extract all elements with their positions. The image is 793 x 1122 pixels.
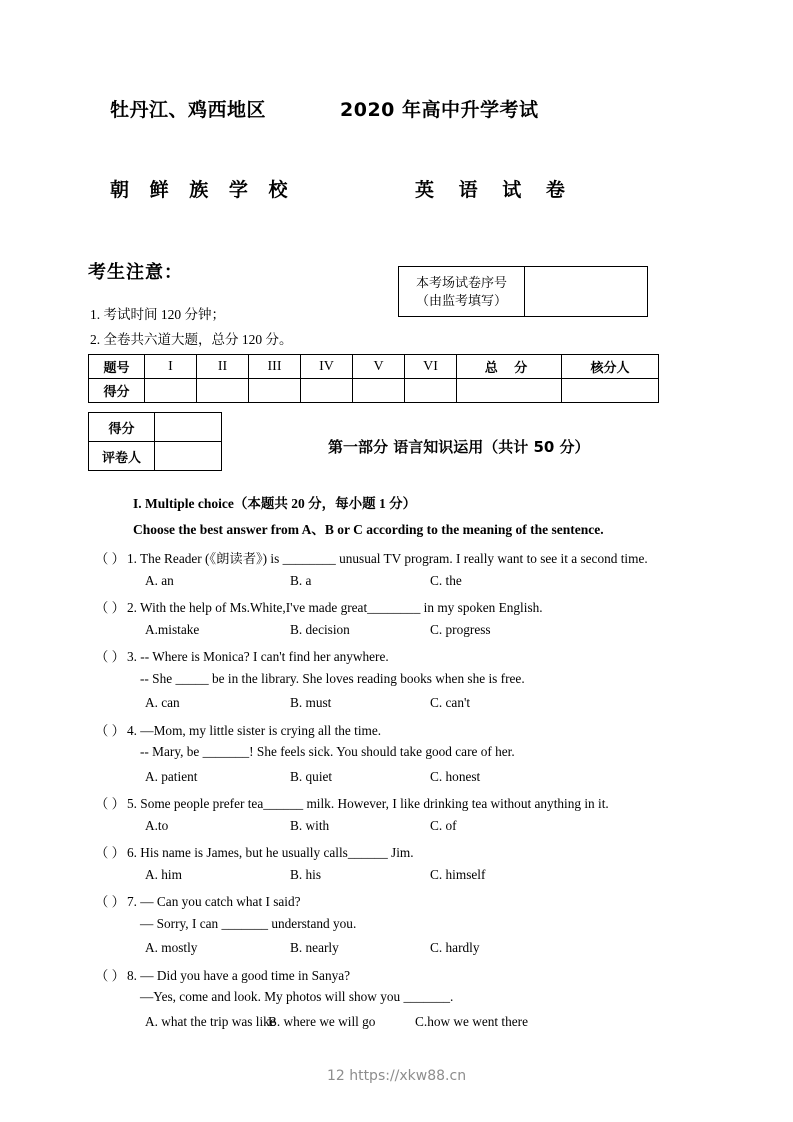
question-text: 8. — Did you have a good time in Sanya? — [127, 967, 351, 983]
option-row — [0, 867, 793, 892]
option-row — [0, 622, 793, 647]
question-stem — [95, 646, 389, 665]
question-line — [0, 646, 793, 671]
option-a[interactable]: A.to — [145, 817, 169, 833]
score-table-row-label-2: 得分 — [89, 379, 145, 403]
exam-serial-label-line2: （由监考填写） — [415, 292, 507, 308]
question-text: 2. With the help of Ms.White,I've made great________ in my spoken English. — [127, 600, 543, 615]
notice-item-2: 2. 全卷共六道大题，总分 120 分。 — [90, 332, 293, 347]
option-c[interactable]: C. the — [430, 572, 462, 588]
score-cell-3[interactable] — [249, 379, 301, 403]
question-line — [0, 965, 793, 990]
header-region-name: 牡丹江、鸡西地区 — [110, 99, 267, 121]
question-list — [0, 548, 793, 1038]
option-a[interactable]: A. an — [145, 572, 174, 588]
score-table-col-6: VI — [405, 355, 457, 379]
question-line — [0, 793, 793, 818]
question-text: -- She _____ be in the library. She loves reading books when she is free. — [140, 670, 525, 686]
part-heading: 第一部分 语言知识运用（共计 50 分） — [328, 438, 590, 456]
question-text: 5. Some people prefer tea______ milk. However, I like drinking tea without anything in it. — [127, 796, 609, 811]
option-c[interactable]: C. can't — [430, 695, 471, 710]
answer-bracket[interactable]: （ ） — [95, 551, 125, 566]
option-c[interactable]: C. hardly — [430, 940, 480, 955]
score-cell-6[interactable] — [405, 379, 457, 403]
question-line — [0, 671, 793, 696]
question-line — [0, 989, 793, 1014]
question-line — [0, 842, 793, 867]
option-a[interactable]: A. can — [145, 695, 180, 710]
notice-item-1: 1. 考试时间 120 分钟； — [90, 307, 225, 322]
answer-bracket[interactable]: （ ） — [95, 600, 125, 615]
option-row — [0, 818, 793, 843]
option-c[interactable]: C. honest — [430, 768, 481, 784]
answer-bracket[interactable]: （ ） — [95, 967, 125, 983]
grader-row-score — [89, 413, 222, 442]
question-stem — [95, 842, 414, 861]
option-c[interactable]: C.how we went there — [415, 1013, 528, 1029]
question-stem — [95, 548, 648, 567]
section-title: I. Multiple choice（本题共 20 分，每小题 1 分） — [133, 496, 417, 511]
question-text: 7. — Can you catch what I said? — [127, 894, 301, 909]
grader-score-value[interactable] — [155, 413, 222, 442]
option-row — [0, 1014, 793, 1039]
score-cell-2[interactable] — [197, 379, 249, 403]
option-b[interactable]: B. his — [290, 866, 322, 882]
question-stem — [95, 720, 381, 739]
option-a[interactable]: A. him — [145, 866, 182, 882]
option-b[interactable]: B. where we will go — [268, 1013, 376, 1029]
option-a[interactable]: A. patient — [145, 768, 198, 784]
header-school-name: 朝 鲜 族 学 校 — [110, 179, 295, 201]
question-line — [0, 744, 793, 769]
grader-row-name — [89, 442, 222, 471]
table-row-header — [89, 355, 659, 379]
exam-serial-label — [399, 267, 525, 316]
score-summary-table — [88, 354, 659, 403]
section-instruction: Choose the best answer from A、B or C according to the meaning of the sentence. — [133, 522, 604, 537]
option-row — [0, 940, 793, 965]
grader-score-label: 得分 — [89, 413, 155, 442]
option-b[interactable]: B. quiet — [290, 768, 333, 784]
option-a[interactable]: A.mistake — [145, 621, 200, 637]
grader-box — [88, 412, 222, 471]
option-c[interactable]: C. progress — [430, 621, 491, 637]
question-text: — Sorry, I can _______ understand you. — [140, 915, 357, 931]
question-line — [0, 720, 793, 745]
score-table-col-1: I — [145, 355, 197, 379]
option-b[interactable]: B. must — [290, 695, 332, 710]
option-a[interactable]: A. what the trip was like — [145, 1013, 276, 1029]
question-text: -- Mary, be _______! She feels sick. You should take good care of her. — [140, 744, 515, 759]
question-text: 1. The Reader (《朗读者》) is ________ unusual TV program. I really want to see it a second time. — [127, 551, 648, 566]
option-row — [0, 695, 793, 720]
header-exam-title: 2020 年高中升学考试 — [340, 99, 539, 121]
answer-bracket[interactable]: （ ） — [95, 722, 125, 738]
notice-title: 考生注意： — [88, 262, 183, 283]
question-stem — [95, 597, 543, 616]
question-text: 3. -- Where is Monica? I can't find her anywhere. — [127, 649, 389, 664]
answer-bracket[interactable]: （ ） — [95, 796, 125, 811]
option-c[interactable]: C. himself — [430, 866, 486, 882]
option-c[interactable]: C. of — [430, 817, 457, 833]
score-cell-5[interactable] — [353, 379, 405, 403]
question-stem — [95, 793, 609, 812]
option-b[interactable]: B. nearly — [290, 940, 339, 955]
option-a[interactable]: A. mostly — [145, 940, 198, 955]
grader-name-label: 评卷人 — [89, 442, 155, 471]
question-text: 6. His name is James, but he usually calls______ Jim. — [127, 845, 414, 860]
score-table-checker-label: 核分人 — [562, 355, 659, 379]
question-line — [0, 597, 793, 622]
header-subject-title: 英 语 试 卷 — [415, 179, 574, 201]
option-b[interactable]: B. with — [290, 817, 330, 833]
score-cell-checker[interactable] — [562, 379, 659, 403]
question-stem — [95, 965, 350, 984]
question-line — [0, 891, 793, 916]
question-text: 4. —Mom, my little sister is crying all the time. — [127, 722, 382, 738]
answer-bracket[interactable]: （ ） — [95, 894, 125, 909]
answer-bracket[interactable]: （ ） — [95, 649, 125, 664]
grader-name-value[interactable] — [155, 442, 222, 471]
score-cell-1[interactable] — [145, 379, 197, 403]
question-line — [0, 548, 793, 573]
option-row — [0, 573, 793, 598]
exam-serial-label-line1: 本考场试卷序号 — [415, 274, 507, 290]
exam-serial-box — [398, 266, 648, 317]
score-cell-4[interactable] — [301, 379, 353, 403]
page-footer: 12 https://xkw88.cn — [326, 1068, 467, 1084]
exam-serial-value[interactable] — [525, 267, 647, 316]
question-text: —Yes, come and look. My photos will show you _______. — [140, 989, 454, 1004]
question-stem — [95, 891, 301, 910]
answer-bracket[interactable]: （ ） — [95, 845, 125, 860]
score-table-col-3: III — [249, 355, 301, 379]
option-b[interactable]: B. decision — [290, 621, 350, 637]
score-table-col-2: II — [197, 355, 249, 379]
table-row-scores — [89, 379, 659, 403]
score-table-total-label: 总 分 — [457, 355, 562, 379]
score-table-col-4: IV — [301, 355, 353, 379]
score-table-row-label-1: 题号 — [89, 355, 145, 379]
option-row — [0, 769, 793, 794]
question-line — [0, 916, 793, 941]
option-b[interactable]: B. a — [290, 572, 312, 588]
score-cell-total[interactable] — [457, 379, 562, 403]
score-table-col-5: V — [353, 355, 405, 379]
